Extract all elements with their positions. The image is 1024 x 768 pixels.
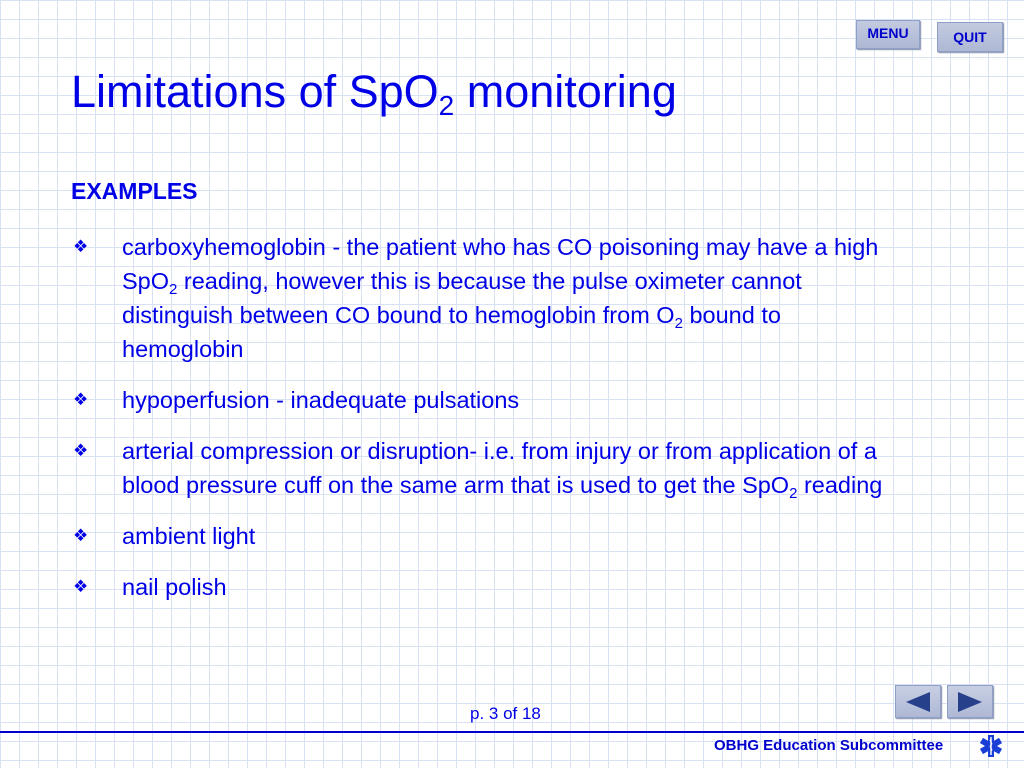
right-triangle-arrow-icon (956, 691, 984, 713)
section-heading: EXAMPLES (71, 178, 198, 204)
menu-button[interactable] (856, 20, 920, 49)
quit-button-label: QUIT (953, 29, 987, 45)
bullet-subscript: 2 (674, 315, 683, 332)
bullet-diamond-icon: ❖ (73, 526, 89, 545)
bullet-item (71, 383, 901, 417)
bullet-item (71, 519, 901, 553)
next-slide-button[interactable] (947, 685, 993, 718)
bullet-text: bound to hemoglobin (122, 302, 781, 362)
footer-divider (0, 731, 1024, 733)
bullet-text: nail polish (122, 574, 227, 600)
slide-title-suffix: monitoring (454, 66, 677, 117)
bullet-diamond-icon: ❖ (73, 390, 89, 409)
bullet-item (71, 434, 901, 502)
footer-organization: OBHG Education Subcommittee (714, 737, 944, 754)
bullet-text: arterial compression or disruption- i.e. from injury or from application of a blood pressure cuff on the same arm that is used to get the SpO (122, 438, 877, 498)
bullet-diamond-icon: ❖ (73, 237, 89, 256)
bullet-diamond-icon: ❖ (73, 577, 89, 596)
previous-slide-button[interactable] (895, 685, 941, 718)
slide-title-text: Limitations of SpO (71, 66, 439, 117)
bullet-item (71, 570, 901, 604)
bullet-text: hypoperfusion - inadequate pulsations (122, 387, 520, 413)
quit-button[interactable] (937, 22, 1003, 52)
star-of-life-icon (980, 734, 1002, 758)
bullet-subscript: 2 (789, 485, 798, 502)
bullet-subscript: 2 (169, 281, 178, 298)
bullet-text: reading (797, 472, 883, 498)
left-triangle-arrow-icon (904, 691, 932, 713)
slide-title (71, 66, 677, 121)
menu-button-label: MENU (867, 24, 909, 41)
bullet-diamond-icon: ❖ (73, 441, 89, 460)
bullet-text: carboxyhemoglobin - the patient who has CO poisoning may have a high SpO (122, 234, 879, 294)
slide-title-subscript: 2 (438, 90, 455, 121)
bullet-item (71, 230, 901, 366)
page-indicator: p. 3 of 18 (470, 704, 541, 723)
bullet-text: reading, however this is because the pulse oximeter cannot distinguish between CO bound to hemoglobin from O (122, 268, 802, 328)
bullet-list (71, 230, 901, 621)
bullet-text: ambient light (122, 523, 256, 549)
